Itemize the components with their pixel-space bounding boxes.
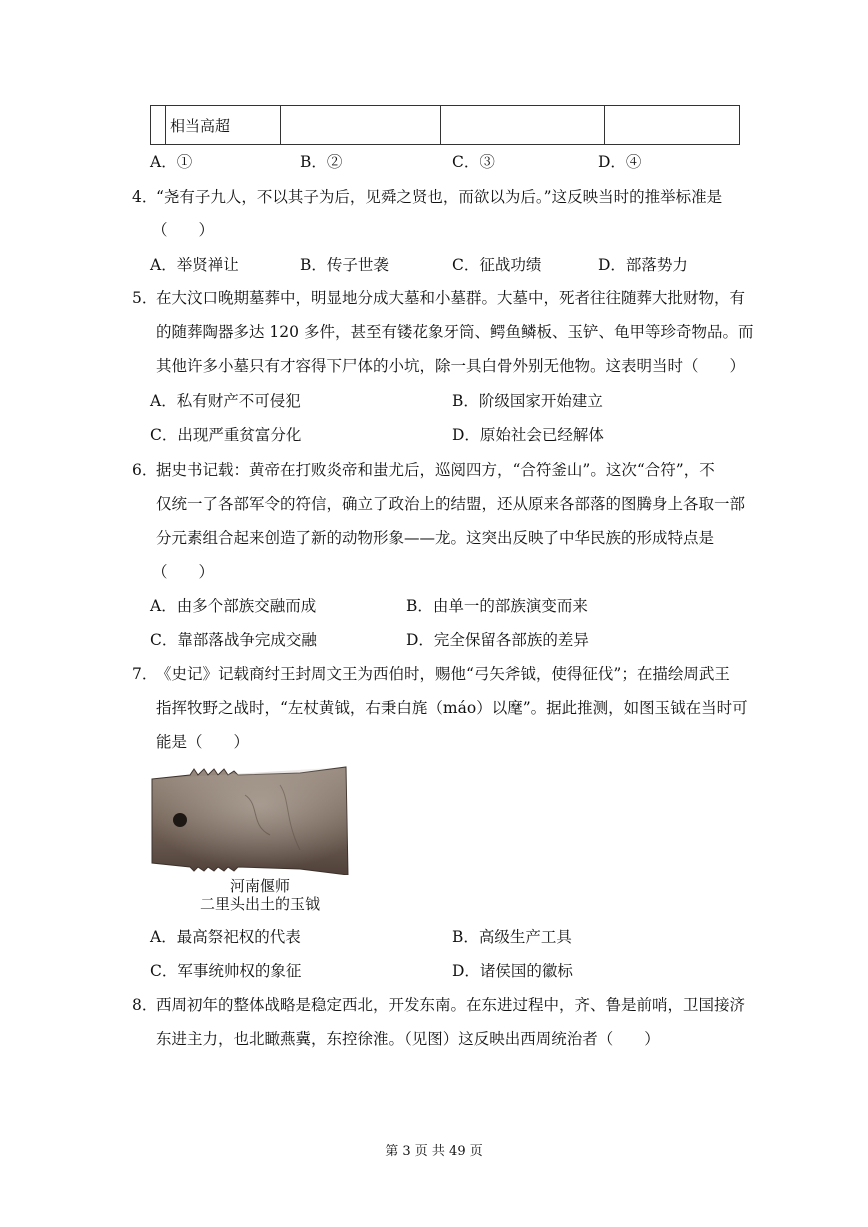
q5-option-b: B．阶级国家开始建立 (452, 392, 603, 410)
question-line: 指挥牧野之战时，“左杖黄钺，右秉白旄（máo）以麾”。据此推测，如图玉钺在当时可 (156, 699, 748, 717)
q4-option-a: A．举贤禅让 (150, 256, 239, 274)
table-cell (605, 106, 740, 145)
question-stem: “尧有子九人，不以其子为后，见舜之贤也，而欲以为后。”这反映当时的推举标准是 (156, 188, 723, 206)
question-number: 5． (132, 289, 158, 307)
q7-option-b: B．高级生产工具 (452, 928, 572, 946)
table-fragment (150, 105, 740, 145)
question-line: 分元素组合起来创造了新的动物形象——龙。这突出反映了中华民族的形成特点是 (156, 529, 715, 547)
question-line: 西周初年的整体战略是稳定西北，开发东南。在东进过程中，齐、鲁是前哨，卫国接济 (156, 996, 746, 1014)
question-number: 6． (132, 461, 158, 479)
question-line: 在大汶口晚期墓葬中，明显地分成大墓和小墓群。大墓中，死者往往随葬大批财物，有 (156, 289, 746, 307)
q7-option-d: D．诸侯国的徽标 (452, 962, 573, 980)
q3-option-a: A．① (150, 153, 193, 171)
jade-axe-image (150, 765, 350, 915)
question-line: 据史书记载：黄帝在打败炎帝和蚩尤后，巡阅四方，“合符釜山”。这次“合符”，不 (156, 461, 715, 479)
question-number: 8． (132, 996, 158, 1014)
table-cell (151, 106, 166, 145)
question-number: 4． (132, 188, 158, 206)
q5-option-a: A．私有财产不可侵犯 (150, 392, 301, 410)
q3-option-c: C．③ (452, 153, 495, 171)
question-number: 7． (132, 665, 158, 683)
jade-axe-icon (150, 765, 360, 875)
q6-option-a: A．由多个部族交融而成 (150, 597, 317, 615)
answer-blank: （ ） (152, 563, 215, 581)
q4-option-d: D．部落势力 (598, 256, 688, 274)
table-cell (280, 106, 440, 145)
q6-option-b: B．由单一的部族演变而来 (406, 597, 588, 615)
question-line: 仅统一了各部军令的符信，确立了政治上的结盟，还从原来各部落的图腾身上各取一部 (156, 495, 746, 513)
page-footer: 第 3 页 共 49 页 (385, 1144, 483, 1159)
question-line: 《史记》记载商纣王封周文王为西伯时，赐他“弓矢斧钺，使得征伐”；在描绘周武王 (156, 665, 730, 683)
q7-option-a: A．最高祭祀权的代表 (150, 928, 301, 946)
q3-option-b: B．② (300, 153, 343, 171)
question-line: 能是（ ） (156, 733, 250, 751)
question-line: 的随葬陶器多达 120 多件，甚至有镂花象牙筒、鳄鱼鳞板、玉铲、龟甲等珍奇物品。而 (156, 323, 754, 341)
q6-option-d: D．完全保留各部族的差异 (406, 631, 589, 649)
question-line: 东进主力，也北瞰燕冀，东控徐淮。（见图）这反映出西周统治者（ ） (156, 1030, 660, 1048)
image-caption-line: 河南偃师 (229, 877, 290, 895)
question-line: 其他许多小墓只有才容得下尸体的小坑，除一具白骨外别无他物。这表明当时（ ） (156, 357, 746, 375)
q6-option-c: C．靠部落战争完成交融 (150, 631, 317, 649)
q4-option-c: C．征战功绩 (452, 256, 542, 274)
q4-option-b: B．传子世袭 (300, 256, 389, 274)
table-cell-text: 相当高超 (165, 106, 280, 145)
q7-option-c: C．军事统帅权的象征 (150, 962, 302, 980)
q5-option-d: D．原始社会已经解体 (452, 426, 604, 444)
table-cell (440, 106, 605, 145)
image-caption-line: 二里头出土的玉钺 (199, 895, 320, 913)
q5-option-c: C．出现严重贫富分化 (150, 426, 302, 444)
answer-blank: （ ） (152, 221, 215, 239)
q3-option-d: D．④ (598, 153, 642, 171)
